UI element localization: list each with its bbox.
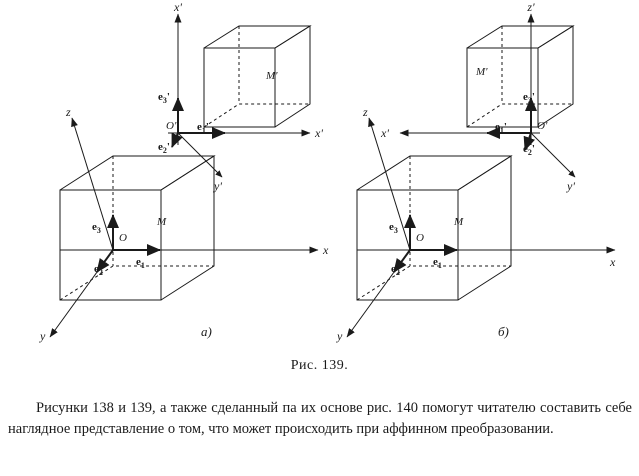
- panel-b-upper-e1-label: $e_1'$: [495, 121, 507, 135]
- panel-b-upper-box-hidden: [467, 104, 573, 127]
- panel-b-lower-cube-hidden: [357, 266, 511, 300]
- panel-a-lower-origin-label: O: [119, 232, 127, 244]
- panel-a-lower-z-axis-label: z: [66, 105, 71, 119]
- panel-b-lower-diagram: [347, 118, 615, 337]
- panel-b-lower-point-label: M: [454, 216, 464, 228]
- panel-a-upper-depth-axis: [178, 133, 222, 177]
- panel-a-lower-e2-label: $e_2$: [94, 263, 103, 277]
- panel-a-lower-cube-top: [60, 156, 214, 190]
- panel-a-upper-vertical-axis-label: x': [174, 0, 182, 14]
- panel-a-upper-diagram: [168, 14, 310, 177]
- panel-a-upper-box-top: [204, 26, 310, 48]
- panel-a-upper-horizontal-axis-label: x': [315, 126, 323, 140]
- panel-a-upper-box-side: [275, 26, 310, 127]
- panel-b-upper-origin-label: O': [537, 120, 548, 132]
- panel-b-upper-x-axis-label: x': [381, 126, 389, 140]
- body-paragraph: Рисунки 138 и 139, а также сделанный па их основе рис. 140 помогут читателю составить себе наглядное представление о том, что может происходить при аффинном преобразовании.: [8, 400, 632, 438]
- panel-b-lower-cube-top: [357, 156, 511, 190]
- panel-a-upper-e3-label: $e_3'$: [158, 91, 170, 105]
- panel-b-upper-e2-label: $e_2'$: [523, 143, 535, 157]
- panel-a-upper-origin-label: O': [166, 120, 177, 132]
- panel-b-label: б): [498, 324, 509, 339]
- panel-a-lower-x-axis-label: x: [323, 243, 329, 257]
- panel-a-lower-cube-front: [60, 190, 161, 300]
- panel-a-upper-e1-label: $e_1'$: [197, 121, 209, 135]
- panel-a-label: а): [201, 324, 212, 339]
- panel-a-lower-cube-side: [161, 156, 214, 300]
- panel-b-upper-box-side: [538, 26, 573, 127]
- panel-b-lower-e3-label: $e_3$: [389, 221, 398, 235]
- figure-caption: Рис. 139.: [290, 358, 349, 373]
- panel-b-lower-z-axis-label: z: [363, 105, 368, 119]
- panel-b-lower-cube-front: [357, 190, 458, 300]
- panel-a-upper-point-label: M': [266, 70, 278, 82]
- panel-a-upper-depth-axis-label: y': [214, 179, 222, 193]
- panel-b-upper-z-axis-label: z': [527, 0, 535, 14]
- panel-b-lower-y-axis-label: y: [337, 329, 343, 343]
- panel-a-lower-y-axis-label: y: [40, 329, 46, 343]
- panel-a-lower-diagram: [50, 118, 318, 337]
- panel-a-upper-e2-vector: [172, 133, 178, 147]
- panel-b-lower-e1-label: $e_1$: [433, 256, 442, 270]
- panel-b-lower-e2-label: $e_2$: [391, 263, 400, 277]
- panel-a-lower-point-label: M: [157, 216, 167, 228]
- panel-b-lower-cube-side: [458, 156, 511, 300]
- panel-b-upper-diagram: [400, 14, 575, 177]
- panel-a-upper-e2-label: $e_2'$: [158, 141, 170, 155]
- panel-b-upper-y-axis: [531, 133, 575, 177]
- panel-a-lower-cube-hidden: [60, 266, 214, 300]
- panel-b-lower-x-axis-label: x: [610, 255, 616, 269]
- panel-a-upper-box-hidden: [204, 104, 310, 127]
- panel-b-upper-point-label: M': [476, 66, 488, 78]
- panel-a-lower-e1-label: $e_1$: [136, 256, 145, 270]
- panel-b-upper-y-axis-label: y': [567, 179, 575, 193]
- panel-a-lower-e3-label: $e_3$: [92, 221, 101, 235]
- panel-b-upper-e3-label: $e_3'$: [523, 91, 535, 105]
- body-text-block: [8, 398, 632, 440]
- panel-b-lower-origin-label: O: [416, 232, 424, 244]
- panel-b-upper-box-top: [467, 26, 573, 48]
